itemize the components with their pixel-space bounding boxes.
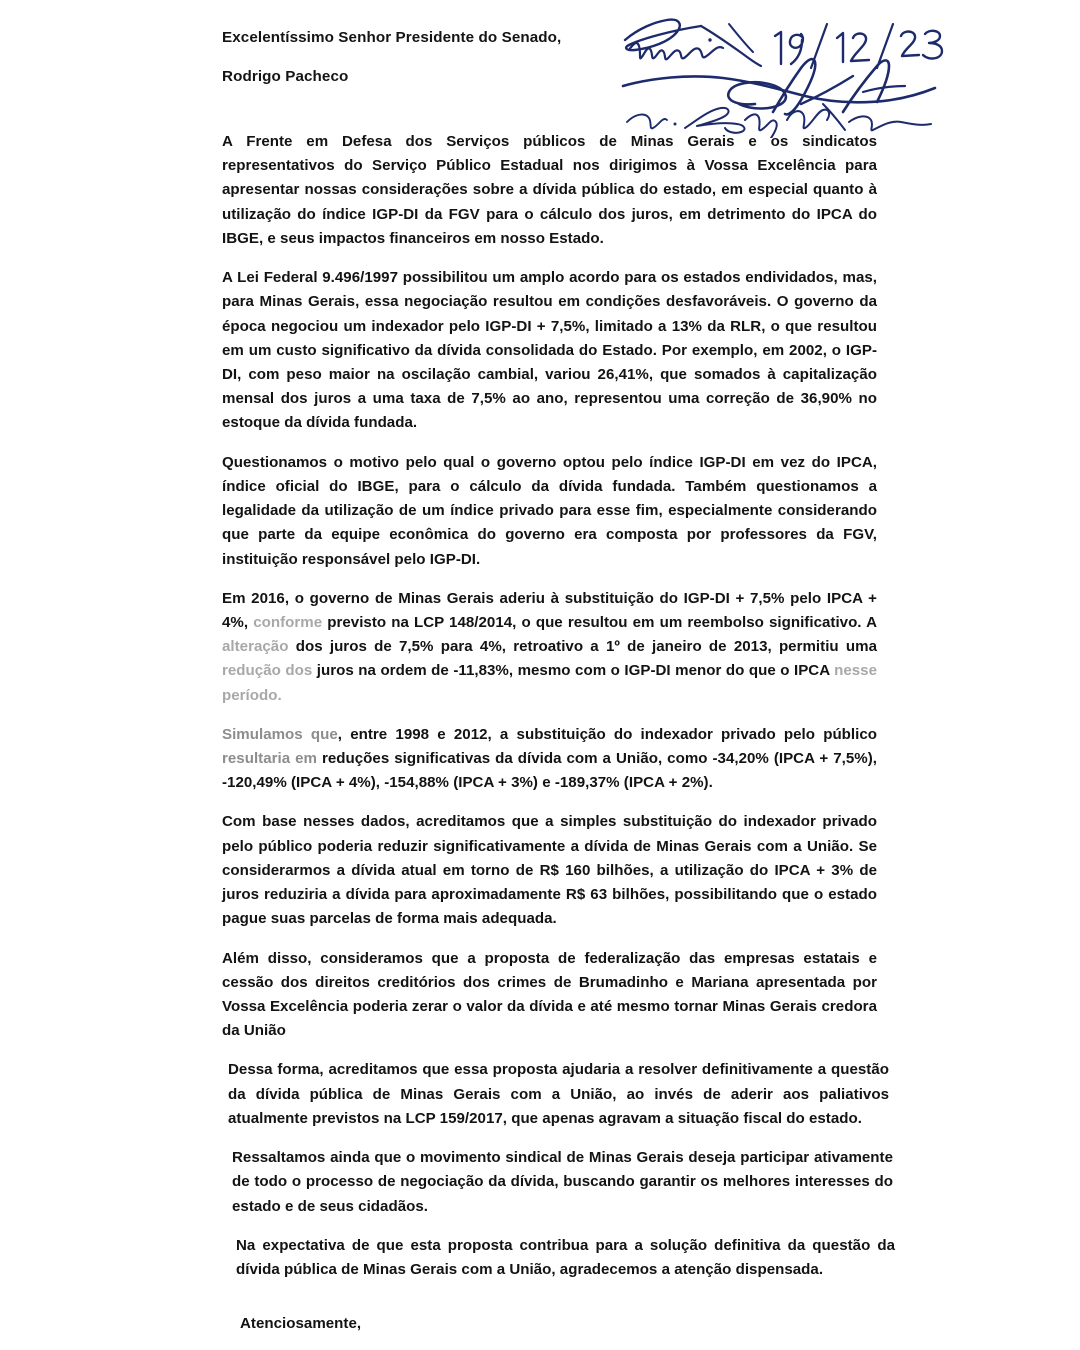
letter-body: [222, 130, 895, 1297]
paragraph-7: Além disso, consideramos que a proposta de federalização das empresas estatais e cessão dos direitos creditórios dos crimes de Brumadinho e Mariana apresentada por Vossa Excelência poderia zerar o valor da dívida e até mesmo tornar Minas Gerais credora da União: [222, 949, 877, 1040]
text-run: previsto na LCP 148/2014, o que resultou em um reembolso significativo. A: [322, 613, 877, 631]
faded-text-run: redução dos: [222, 662, 313, 680]
text-run: , entre 1998 e 2012, a substituição do indexador privado pelo público: [337, 725, 878, 743]
paragraph-10: Na expectativa de que esta proposta contribua para a solução definitiva da questão da dívida pública de Minas Gerais com a União, agradecemos a atenção dispensada.: [236, 1236, 895, 1278]
salutation-line-2: Rodrigo Pacheco: [222, 68, 349, 85]
faded-text-run: alteração: [222, 638, 289, 656]
faded-text-run: conforme: [253, 613, 323, 631]
paragraph-8: Dessa forma, acreditamos que essa proposta ajudaria a resolver definitivamente a questão da dívida pública de Minas Gerais com a União, ao invés de aderir aos paliativos atualmente previstos na LCP 159/2017, que apenas agravam a situação fiscal do estado.: [228, 1061, 889, 1127]
text-run: reduções significativas da dívida com a União, como -34,20% (IPCA + 7,5%), -120,49% (IPCA + 4%), -154,88% (IPCA + 3%) e -189,37% (IPCA + 2%).: [222, 750, 877, 792]
closing-line: Atenciosamente,: [240, 1315, 362, 1332]
handwritten-signature: [605, 8, 965, 138]
text-run: dos juros de 7,5% para 4%, retroativo a 1º de janeiro de 2013, permitiu uma: [288, 638, 877, 656]
paragraph-3: Questionamos o motivo pelo qual o governo optou pelo índice IGP-DI em vez do IPCA, índice oficial do IBGE, para o cálculo da dívida fundada. Também questionamos a legalidade da utilização de um índice privado para esse fim, especialmente considerando que parte da equipe econômica do governo era composta por professores da FGV, instituição responsável pelo IGP-DI.: [222, 453, 877, 568]
signature-icon: [605, 8, 965, 138]
faded-text-run: resultaria em: [222, 750, 317, 768]
salutation-block: [222, 28, 622, 106]
text-run: Em 2016, o governo de Minas Gerais aderiu à substituição do IGP-DI + 7,5% pelo IPCA + 4%,: [222, 589, 877, 631]
text-run: juros na ordem de -11,83%, mesmo com o IGP-DI menor do que o IPCA: [312, 662, 835, 680]
paragraph-5: [222, 723, 877, 796]
faded-text-run: nesse período.: [222, 662, 877, 704]
paragraph-1: A Frente em Defesa dos Serviços públicos de Minas Gerais e os sindicatos representativos do Serviço Público Estadual nos dirigimos à Vossa Excelência para apresentar nossas considerações sobre a dívida pública do estado, em especial quanto à utilização do índice IGP-DI da FGV para o cálculo dos juros, em detrimento do IPCA do IBGE, e seus impactos financeiros em nosso Estado.: [222, 133, 877, 247]
paragraph-9: Ressaltamos ainda que o movimento sindical de Minas Gerais deseja participar ativamente de todo o processo de negociação da dívida, buscando garantir os melhores interesses do estado e de seus cidadãos.: [232, 1149, 893, 1215]
paragraph-4: [222, 587, 877, 708]
paragraph-6: Com base nesses dados, acreditamos que a simples substituição do indexador privado pelo público poderia reduzir significativamente a dívida de Minas Gerais com a União. Se considerarmos a dívida atual em torno de R$ 160 bilhões, a utilização do IPCA + 3% de juros reduziria a dívida para aproximadamente R$ 63 bilhões, possibilitando que o estado pague suas parcelas de forma mais adequada.: [222, 813, 877, 928]
paragraph-2: A Lei Federal 9.496/1997 possibilitou um amplo acordo para os estados endividados, mas, para Minas Gerais, essa negociação resultou em condições desfavoráveis. O governo da época negociou um indexador pelo IGP-DI + 7,5%, limitado a 13% da RLR, o que resultou em um custo significativo da dívida consolidada do Estado. Por exemplo, em 2002, o IGP-DI, com peso maior na oscilação cambial, variou 26,41%, que somados à capitalização mensal dos juros a uma taxa de 7,5% ao ano, representou uma correção de 36,90% no estoque da dívida fundada.: [222, 269, 877, 432]
salutation-line-1: Excelentíssimo Senhor Presidente do Senado,: [222, 29, 562, 46]
faded-text-run: Simulamos que: [222, 725, 338, 743]
